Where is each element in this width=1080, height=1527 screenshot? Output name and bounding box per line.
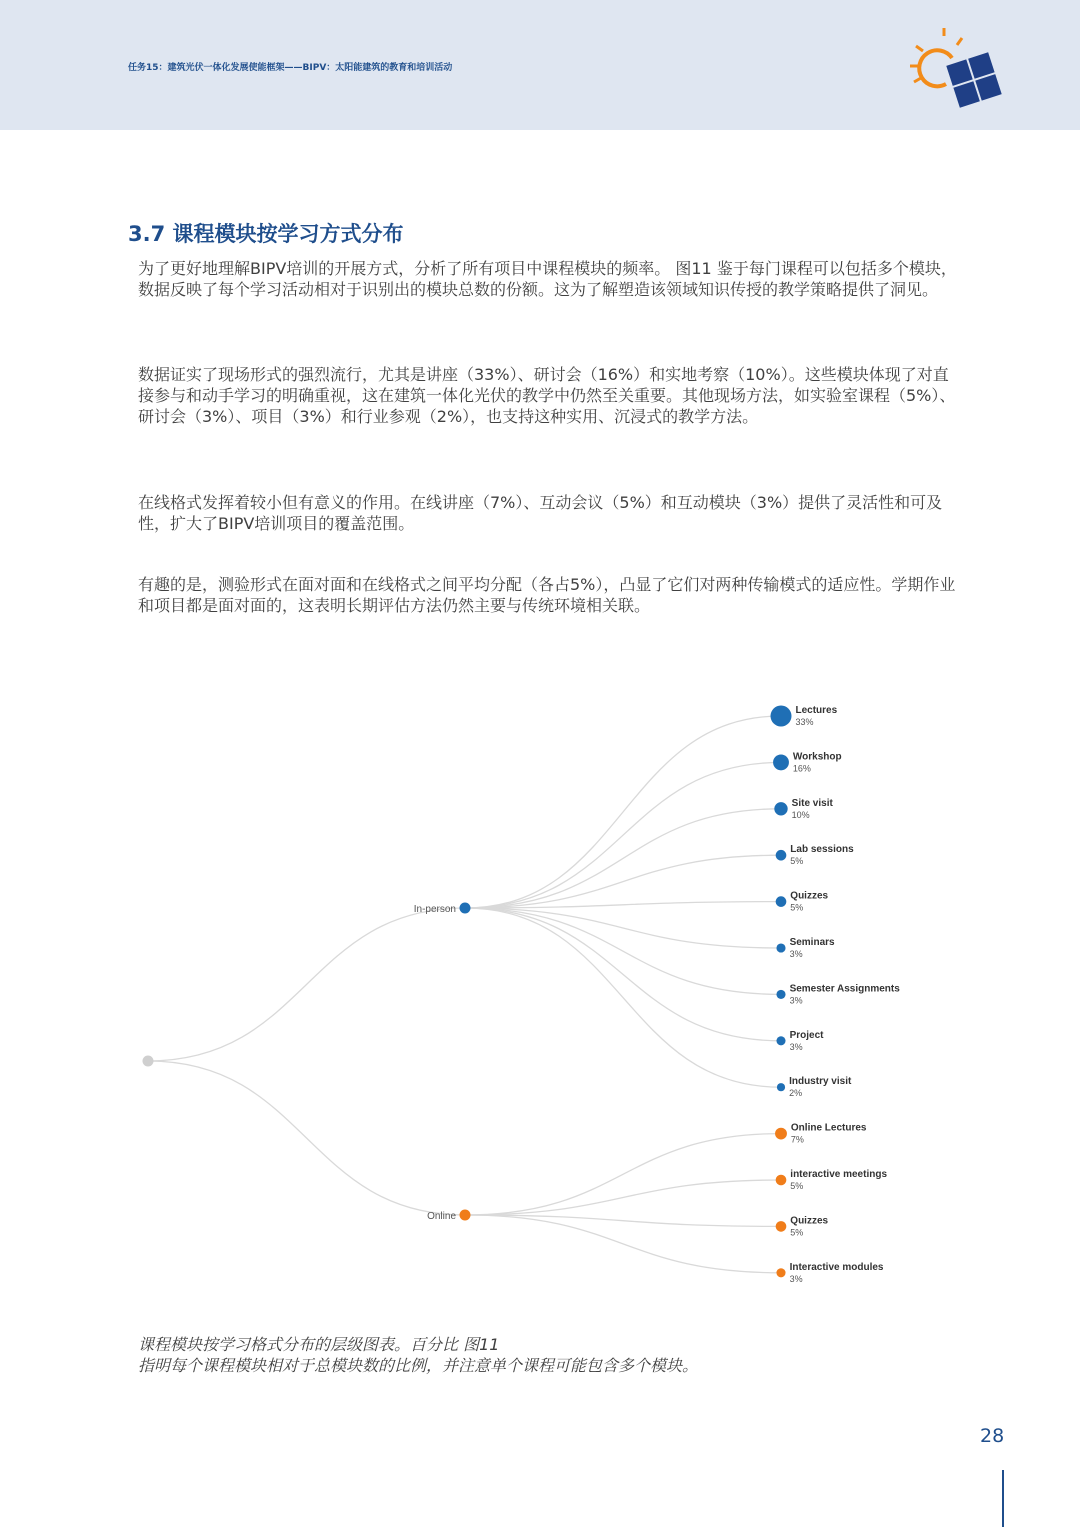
leaf-node-in-person-workshop [773, 754, 789, 770]
leaf-value-in-person-semester-assignments: 3% [789, 995, 803, 1006]
leaf-node-in-person-site-visit [774, 802, 787, 815]
leaf-node-in-person-project [776, 1036, 785, 1045]
leaf-label-in-person-quizzes: Quizzes [790, 890, 829, 902]
leaf-node-in-person-lab-sessions [776, 850, 787, 861]
leaf-node-in-person-seminars [776, 943, 785, 952]
leaf-node-in-person-semester-assignments [776, 990, 785, 999]
figure-caption [138, 1334, 958, 1376]
running-title: 任务15：建筑光伏一体化发展使能框架——BIPV：太阳能建筑的教育和培训活动 [128, 63, 453, 73]
branch-label-in-person: In-person [413, 904, 456, 915]
paragraph-1: 为了更好地理解BIPV培训的开展方式，分析了所有项目中课程模块的频率。 图11 鉴于每门课程可以包括多个模块，数据反映了每个学习活动相对于识别出的模块总数的份额。这为了解塑造该领域知识传授的教学策略提供了洞见。 [138, 259, 957, 299]
hierarchy-chart [0, 680, 1080, 1320]
root-node [143, 1056, 154, 1067]
leaf-label-in-person-seminars: Seminars [789, 937, 835, 948]
leaf-label-online-interactive-modules: Interactive modules [789, 1261, 884, 1273]
leaf-label-in-person-workshop: Workshop [792, 751, 842, 763]
section-title: 3.7 课程模块按学习方式分布 [128, 222, 404, 246]
page-number: 28 [980, 1425, 1005, 1447]
leaf-label-in-person-semester-assignments: Semester Assignments [789, 983, 900, 995]
leaf-label-in-person-site-visit: Site visit [791, 797, 833, 809]
leaf-node-online-quizzes [776, 1221, 787, 1232]
leaf-label-in-person-lectures: Lectures [795, 705, 838, 716]
leaf-node-in-person-industry-visit [777, 1083, 785, 1091]
paragraph-4: 有趣的是，测验形式在面对面和在线格式之间平均分配（各占5%），凸显了它们对两种传输模式的适应性。学期作业和项目都是面对面的，这表明长期评估方法仍然主要与传统环境相关联。 [138, 575, 956, 615]
branch-label-online: Online [427, 1211, 456, 1222]
leaf-value-in-person-site-visit: 10% [791, 809, 810, 820]
branch-node-online [460, 1210, 471, 1221]
leaf-label-in-person-lab-sessions: Lab sessions [790, 844, 854, 856]
leaf-value-online-online-lectures: 7% [790, 1134, 804, 1145]
leaf-label-in-person-project: Project [789, 1029, 824, 1041]
leaf-value-in-person-seminars: 3% [789, 949, 803, 959]
leaf-value-in-person-industry-visit: 2% [789, 1088, 803, 1099]
link-in-person-2 [465, 809, 781, 908]
leaf-value-in-person-project: 3% [789, 1041, 803, 1052]
link-in-person-8 [465, 908, 781, 1087]
leaf-value-in-person-quizzes: 5% [790, 902, 804, 913]
link-root-in-person [148, 908, 465, 1061]
leaf-label-in-person-industry-visit: Industry visit [789, 1076, 852, 1088]
link-root-online [148, 1061, 465, 1215]
caption-line-1: 课程模块按学习格式分布的层级图表。百分比 图11 [138, 1335, 500, 1354]
leaf-value-online-interactive-modules: 3% [789, 1273, 803, 1284]
leaf-value-online-quizzes: 5% [790, 1227, 804, 1238]
leaf-value-online-interactive-meetings: 5% [790, 1181, 804, 1191]
leaf-label-online-quizzes: Quizzes [790, 1215, 829, 1227]
caption-line-2: 指明每个课程模块相对于总模块数的比例，并注意单个课程可能包含多个模块。 [138, 1356, 699, 1375]
link-online-3 [465, 1215, 781, 1273]
solar-logo-icon [906, 26, 1006, 116]
leaf-node-online-online-lectures [775, 1128, 787, 1140]
paragraph-2: 数据证实了现场形式的强烈流行，尤其是讲座（33%）、研讨会（16%）和实地考察（10%）。这些模块体现了对直接参与和动手学习的明确重视，这在建筑一体化光伏的教学中仍然至关重要。其他现场方法，如实验室课程（5%）、研讨会（3%）、项目（3%）和行业参观（2%），也支持这种实用、沉浸式的教学方法。 [138, 365, 956, 426]
leaf-node-in-person-quizzes [776, 896, 787, 907]
leaf-value-in-person-lectures: 33% [795, 717, 814, 727]
page-number-rule [1002, 1470, 1004, 1527]
leaf-label-online-interactive-meetings: interactive meetings [790, 1169, 888, 1180]
link-in-person-1 [465, 762, 781, 908]
leaf-node-in-person-lectures [771, 706, 792, 727]
link-online-0 [465, 1134, 781, 1215]
paragraph-3: 在线格式发挥着较小但有意义的作用。在线讲座（7%）、互动会议（5%）和互动模块（3%）提供了灵活性和可及性，扩大了BIPV培训项目的覆盖范围。 [138, 493, 943, 533]
branch-node-in-person [460, 903, 471, 914]
leaf-node-online-interactive-meetings [776, 1175, 787, 1186]
link-online-1 [465, 1180, 781, 1215]
leaf-label-online-online-lectures: Online Lectures [790, 1122, 867, 1134]
leaf-value-in-person-lab-sessions: 5% [790, 856, 804, 867]
leaf-node-online-interactive-modules [776, 1268, 785, 1277]
link-in-person-6 [465, 908, 781, 994]
leaf-value-in-person-workshop: 16% [792, 763, 811, 774]
link-in-person-3 [465, 855, 781, 908]
